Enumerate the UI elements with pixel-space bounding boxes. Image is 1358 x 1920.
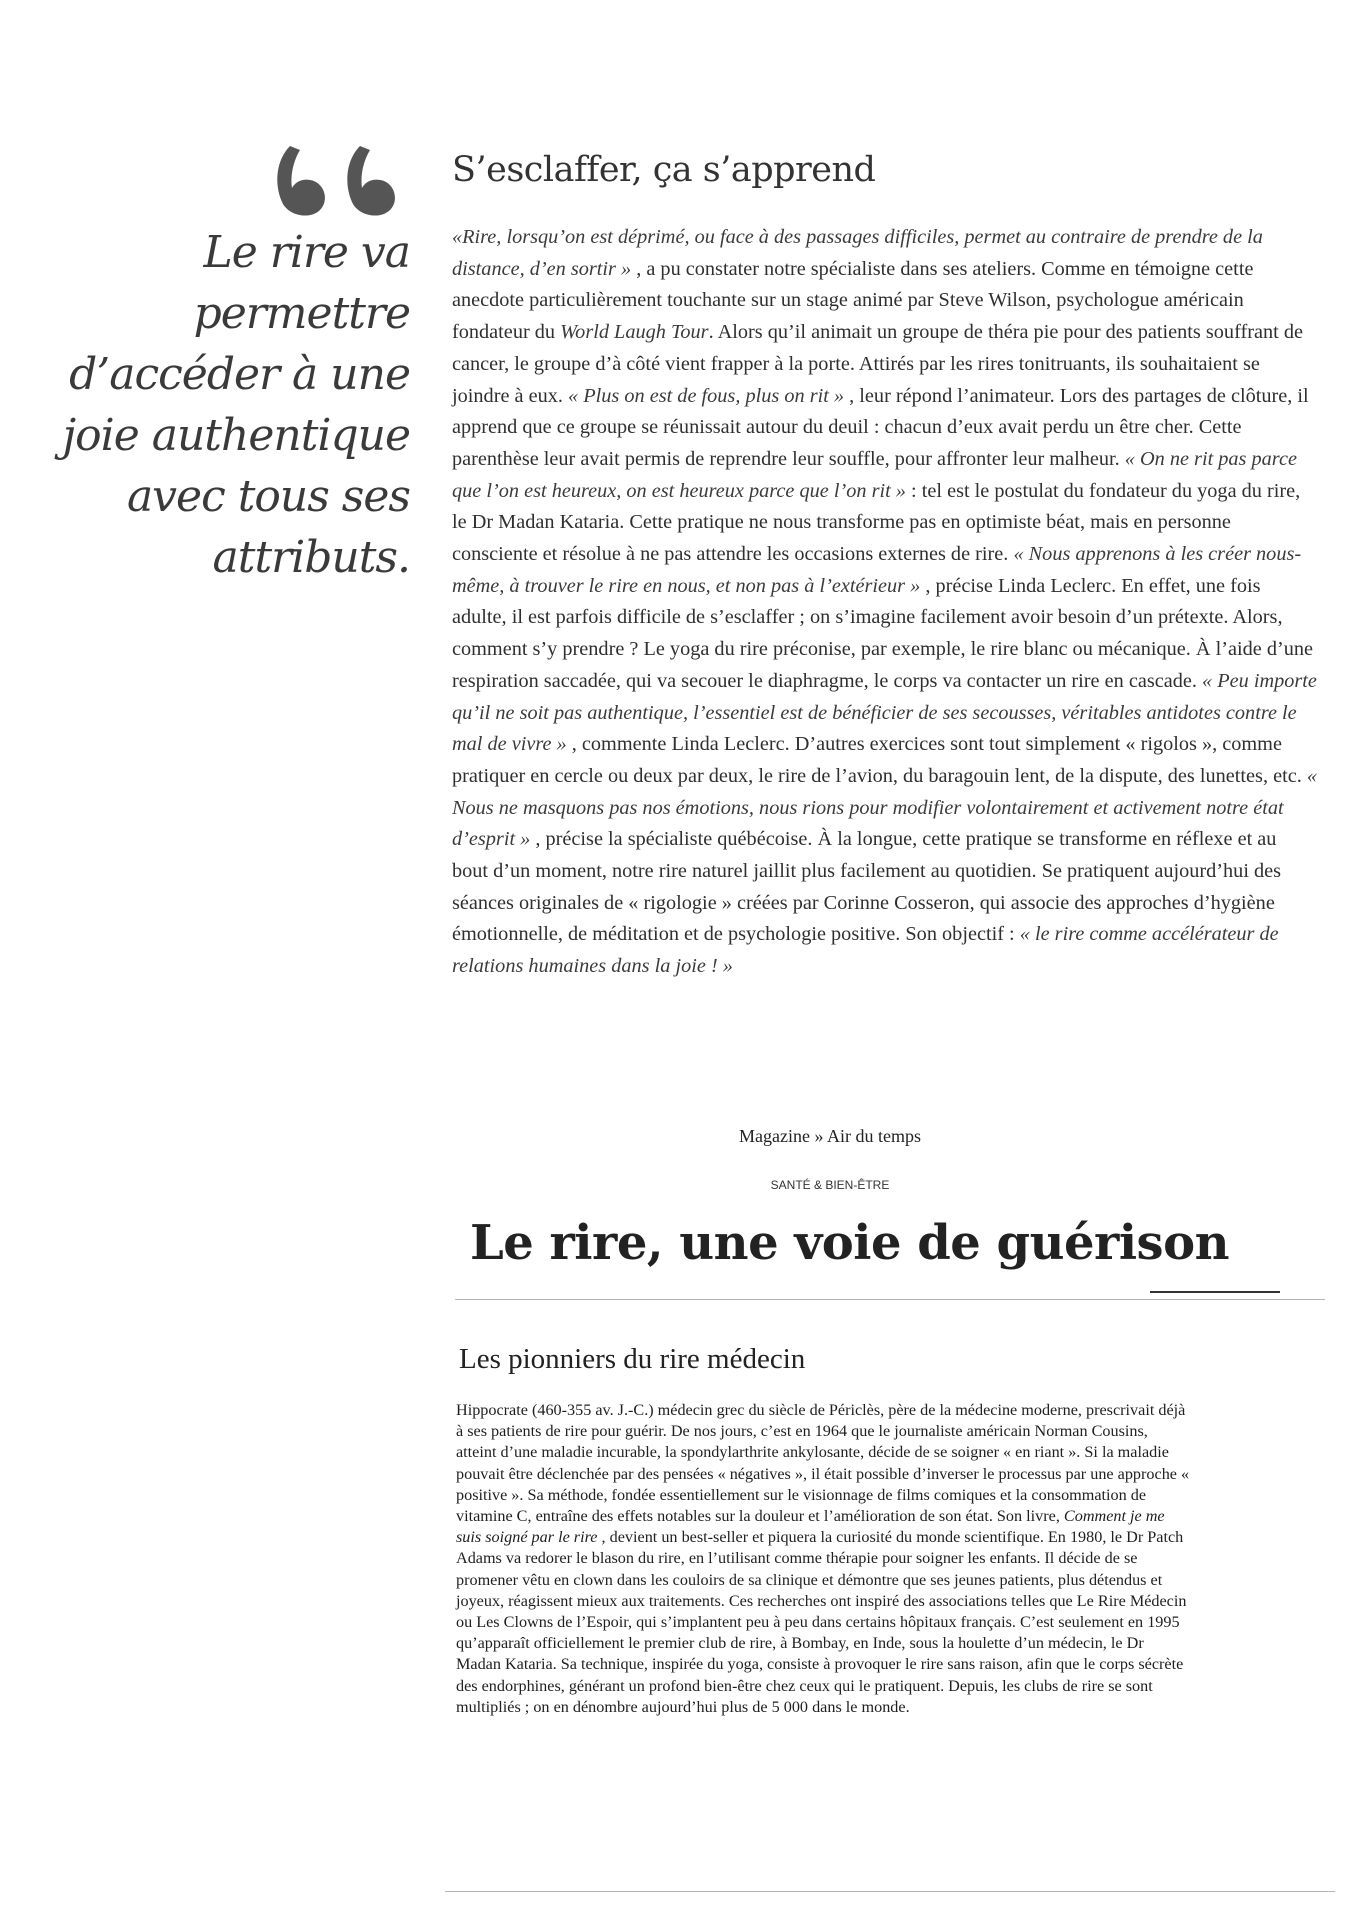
italic-run: « Nous ne masquons pas nos émotions, nous rions pour modifier volontairement et activement notre état d’esprit » [452, 764, 1318, 851]
article-body-2 [456, 1400, 1191, 1718]
italic-run: « Plus on est de fous, plus on rit » [568, 384, 845, 407]
divider [1150, 1291, 1280, 1293]
article-headline: Le rire, une voie de guérison [470, 1215, 1229, 1271]
text-run: , a pu constater notre spécialiste dans ses ateliers. Comme en témoigne cette anecdote particulièrement touchante sur un stage animé par Steve Wilson, psychologue américain fondateur du [452, 257, 1254, 344]
italic-run: « On ne rit pas parce que l’on est heureux, on est heureux parce que l’on rit » [452, 447, 1297, 502]
text-run: . Alors qu’il animait un groupe de théra pie pour des patients souffrant de cancer, le groupe d’à côté vient frapper à la porte. Attirés par les rires tonitruants, ils souhaitaient se joindre à eux. [452, 321, 1303, 407]
article-body [452, 222, 1317, 983]
section-title: S’esclaffer, ça s’apprend [452, 150, 876, 190]
italic-run: « le rire comme accélérateur de relations humaines dans la joie ! » [452, 923, 1279, 978]
category-label[interactable]: SANTÉ & BIEN-ÊTRE [770, 1178, 890, 1192]
text-run: , leur répond l’animateur. Lors des partages de clôture, il apprend que ce groupe se réunissait autour du deuil : chacun d’eux avait perdu un être cher. Cette parenthèse leur avait permis de reprendre leur souffle, pour affronter leur malheur. [452, 384, 1309, 470]
pull-quote-line: joie authentique [62, 410, 410, 461]
pull-quote-line: permettre [193, 288, 410, 339]
quote-marks-icon [272, 140, 412, 230]
pull-quote [40, 222, 410, 588]
italic-run: «Rire, lorsqu’on est déprimé, ou face à des passages difficiles, permet au contraire de prendre de la distance, d’en sortir » [452, 226, 1263, 280]
italic-run: « Peu importe qu’il ne soit pas authentique, l’essentiel est de bénéficier de ses secousses, véritables antidotes contre le mal de vivre » [452, 669, 1317, 756]
breadcrumb[interactable]: Magazine » Air du temps [739, 1126, 921, 1146]
italic-run: World Laugh Tour [560, 321, 709, 344]
article-subhead: Les pionniers du rire médecin [459, 1343, 806, 1375]
pull-quote-line: Le rire va [203, 227, 410, 278]
text-run: , précise Linda Leclerc. En effet, une fois adulte, il est parfois difficile de s’esclaffer ; on s’imagine facilement avoir besoin d’un prétexte. Alors, comment s’y prendre ? Le yoga du rire préconise, par exemple, le rire blanc ou mécanique. À l’aide d’une respiration saccadée, qui va secouer le diaphragme, le corps va contacter un rire en cascade. [452, 574, 1314, 692]
text-run: Hippocrate (460-355 av. J.-C.) médecin grec du siècle de Périclès, père de la médecine moderne, prescrivait déjà à ses patients de rire pour guérir. De nos jours, c’est en 1964 que le journaliste américain Norman Cousins, atteint d’une maladie incurable, la spondylarthrite ankylosante, décide de se soigner « en riant ». Si la maladie pouvait être déclenchée par des pensées « négatives », il était possible d’inverser le processus par une approche « positive ». Sa méthode, fondée essentiellement sur le visionnage de films comiques et la consommation de vitamine C, entraîne des effets notables sur la douleur et l’amélioration de son état. Son livre, [456, 1401, 1190, 1526]
text-run: : tel est le postulat du fondateur du yoga du rire, le Dr Madan Kataria. Cette pratique ne nous transforme pas en optimiste béat, mais en personne consciente et résolue à ne pas attendre les occasions externes de rire. [452, 479, 1301, 566]
divider [455, 1299, 1325, 1300]
divider [445, 1891, 1335, 1892]
pull-quote-line: avec tous ses [126, 471, 410, 522]
italic-run: Comment je me suis soigné par le rire [456, 1507, 1165, 1547]
text-run: , précise la spécialiste québécoise. À la longue, cette pratique se transforme en réflexe et au bout d’un moment, notre rire naturel jaillit plus facilement au quotidien. Se pratiquent aujourd’hui des séances originales de « rigologie » créées par Corinne Cosseron, qui associe des approches d’hygiène émotionnelle, de méditation et de psychologie positive. Son objectif : [452, 828, 1282, 946]
pull-quote-line: attributs. [212, 532, 410, 583]
text-run: , devient un best-seller et piquera la curiosité du monde scientifique. En 1980, le Dr Patch Adams va redorer le blason du rire, en l’utilisant comme thérapie pour soigner les enfants. Il décide de se promener vêtu en clown dans les couloirs de sa clinique et démontre que ses jeunes patients, plus détendus et joyeux, réagissent mieux aux traitements. Ces recherches ont inspiré des associations telles que Le Rire Médecin ou Les Clowns de l’Espoir, qui s’implantent peu à peu dans certains hôpitaux français. C’est seulement en 1995 qu’apparaît officiellement le premier club de rire, à Bombay, en Inde, sous la houlette d’un médecin, le Dr Madan Kataria. Sa technique, inspirée du yoga, consiste à provoquer le rire sans raison, afin que le corps sécrète des endorphines, générant un profond bien-être chez ceux qui le pratiquent. Depuis, les clubs de rire se sont multipliés ; on en dénombre aujourd’hui plus de 5 000 dans le monde. [456, 1528, 1187, 1716]
italic-run: « Nous apprenons à les créer nous-même, à trouver le rire en nous, et non pas à l’extérieur » [452, 543, 1302, 597]
text-run: , commente Linda Leclerc. D’autres exercices sont tout simplement « rigolos », comme pratiquer en cercle ou deux par deux, le rire de l’avion, du baragouin lent, de la dispute, des lunettes, etc. [452, 733, 1307, 787]
pull-quote-line: d’accéder à une [69, 349, 410, 400]
